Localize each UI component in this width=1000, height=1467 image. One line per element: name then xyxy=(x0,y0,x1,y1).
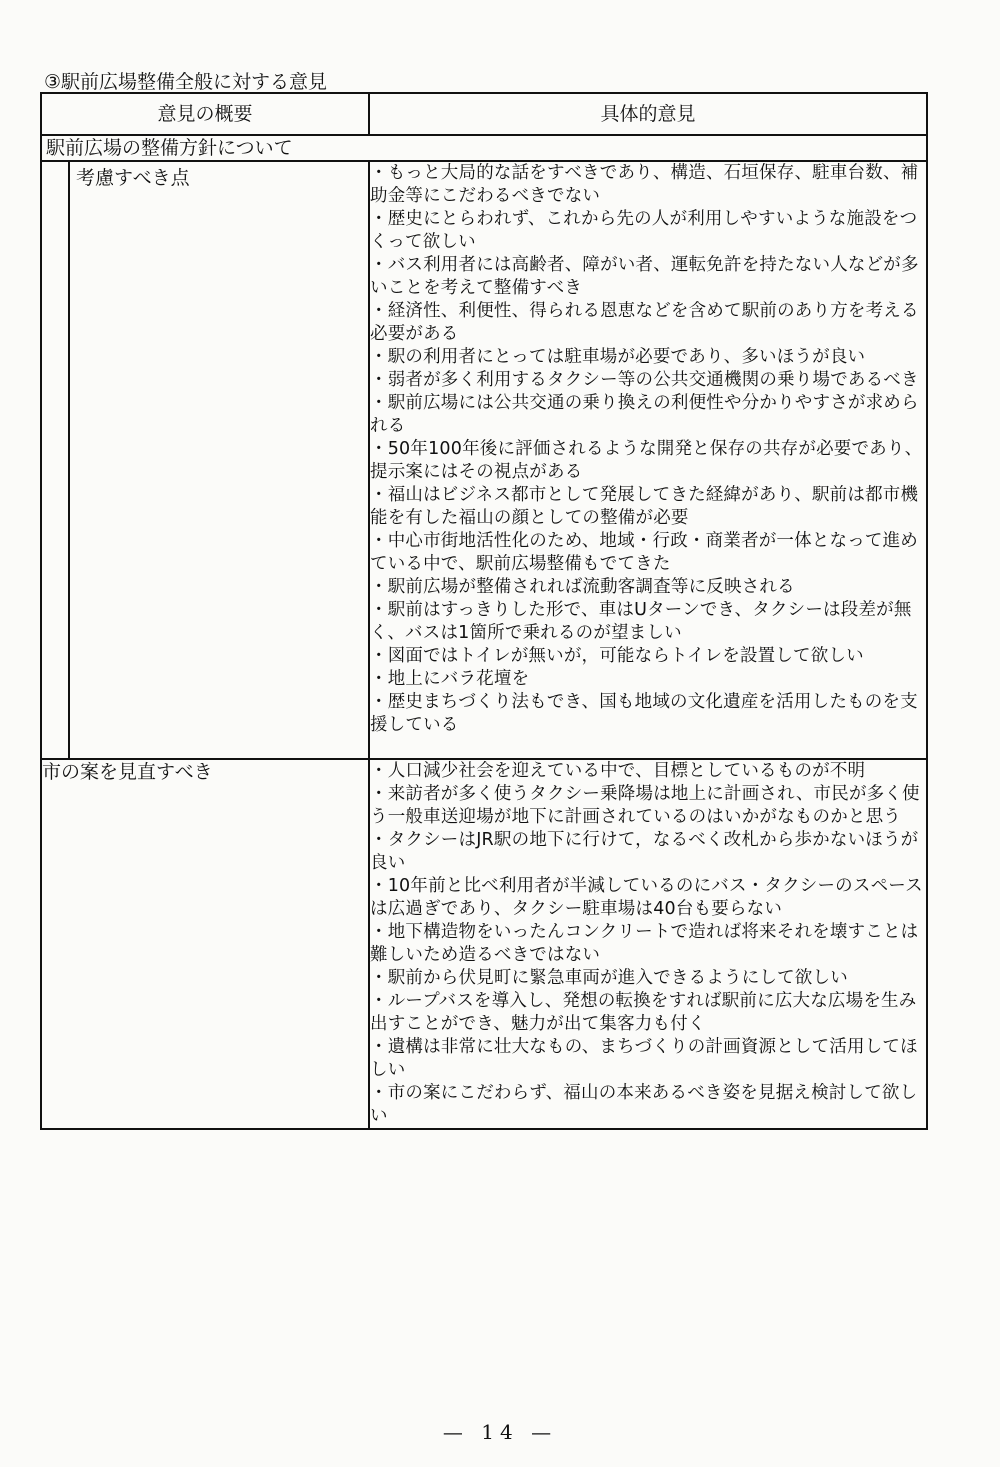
group-label: 市の案を見直すべき xyxy=(41,759,369,1129)
list-item: ・ループバスを導入し、発想の転換をすれば駅前に広大な広場を生み出すことができ、魅力が出て集客力も付く xyxy=(370,991,917,1034)
list-item: ・人口減少社会を迎えている中で、目標としているものが不明 xyxy=(370,761,866,781)
list-item: ・歴史まちづくり法もでき、国も地域の文化遺産を活用したものを支援している xyxy=(370,692,918,735)
section-row xyxy=(41,135,927,161)
list-item: ・タクシーはJR駅の地下に行けて，なるべく改札から歩かないほうが良い xyxy=(370,830,919,873)
list-item: ・弱者が多く利用するタクシー等の公共交通機関の乗り場であるべき xyxy=(370,370,919,390)
indent-column xyxy=(42,162,70,758)
list-item: ・経済性、利便性、得られる恩恵などを含めて駅前のあり方を考える必要がある xyxy=(370,301,919,344)
list-item: ・駅前はすっきりした形で、車はUターンでき、タクシーは段差が無く、バスは1箇所で乗れるのが望ましい xyxy=(370,600,912,643)
opinion-table xyxy=(40,92,928,1130)
list-item: ・地下構造物をいったんコンクリートで造れば将来それを壊すことは難しいため造るべきではない xyxy=(370,922,919,965)
group-opinions-cell xyxy=(369,161,927,759)
list-item: ・10年前と比べ利用者が半減しているのにバス・タクシーのスペースは広過ぎであり、タクシー駐車場は40台も要らない xyxy=(370,876,923,919)
list-item: ・歴史にとらわれず、これから先の人が利用しやすいような施設をつくって欲しい xyxy=(370,209,918,252)
group-label: 考慮すべき点 xyxy=(76,167,190,189)
list-item: ・50年100年後に評価されるような開発と保存の共存が必要であり、提示案にはその視点がある xyxy=(370,439,923,482)
group-row-consider xyxy=(41,161,927,759)
section-heading: ③駅前広場整備全般に対する意見 xyxy=(44,71,328,93)
table-header-row xyxy=(41,93,927,135)
section-title: 駅前広場の整備方針について xyxy=(41,135,927,161)
list-item: ・図面ではトイレが無いが，可能ならトイレを設置して欲しい xyxy=(370,646,864,666)
list-item: ・中心市街地活性化のため、地域・行政・商業者が一体となって進めている中で、駅前広場整備もでてきた xyxy=(370,531,918,574)
list-item: ・もっと大局的な話をすべきであり、構造、石垣保存、駐車台数、補助金等にこだわるべきでない xyxy=(370,163,919,206)
list-item: ・福山はビジネス都市として発展してきた経緯があり、駅前は都市機能を有した福山の顔としての整備が必要 xyxy=(370,485,919,528)
list-item: ・バス利用者には高齢者、障がい者、運転免許を持たない人などが多いことを考えて整備すべき xyxy=(370,255,919,298)
list-item: ・駅の利用者にとっては駐車場が必要であり、多いほうが良い xyxy=(370,347,866,367)
list-item: ・駅前から伏見町に緊急車両が進入できるようにして欲しい xyxy=(370,968,848,988)
page-number: — 14 — xyxy=(442,1420,558,1444)
list-item: ・駅前広場には公共交通の乗り換えの利便性や分かりやすさが求められる xyxy=(370,393,919,436)
group-opinions-cell xyxy=(369,759,927,1129)
list-item: ・地上にバラ花壇を xyxy=(370,669,530,689)
group-row-revise xyxy=(41,759,927,1129)
group-label-cell xyxy=(41,161,369,759)
list-item: ・駅前広場が整備されれば流動客調査等に反映される xyxy=(370,577,795,597)
list-item: ・遺構は非常に壮大なもの、まちづくりの計画資源として活用してほしい xyxy=(370,1037,918,1080)
list-item: ・市の案にこだわらず、福山の本来あるべき姿を見据え検討して欲しい xyxy=(370,1083,918,1126)
list-item: ・来訪者が多く使うタクシー乗降場は地上に計画され、市民が多く使う一般車送迎場が地下に計画されているのはいかがなものかと思う xyxy=(370,784,920,827)
column-header-summary: 意見の概要 xyxy=(41,93,369,135)
column-header-detail: 具体的意見 xyxy=(369,93,927,135)
